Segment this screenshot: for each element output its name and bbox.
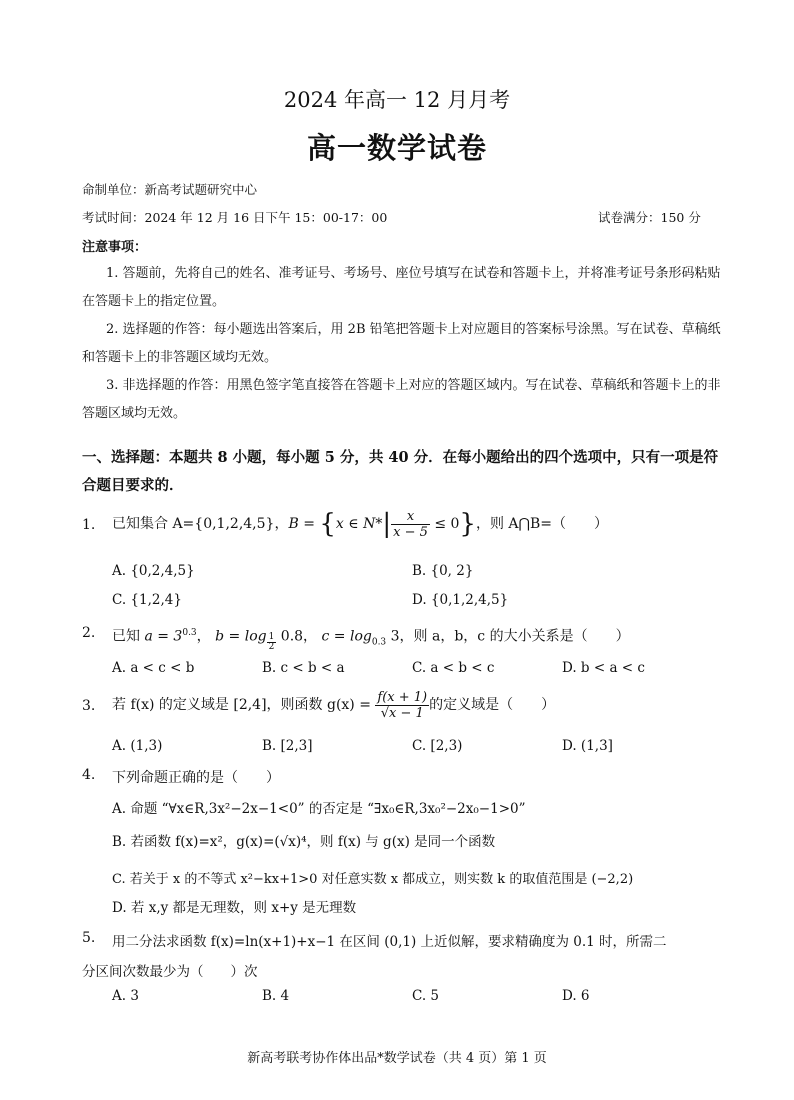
q4-option-a: A. 命题 “∀x∈R,3x²−2x−1<0” 的否定是 “∃x₀∈R,3x₀²−2x₀−1>0”: [112, 801, 526, 817]
q5-option-c: C. 5: [412, 988, 440, 1004]
q3-option-b: B. [2,3]: [262, 738, 313, 754]
q2-stem: 已知 $a = 3^{0.3}$， b = log $\frac{1}{2}$ 0.8， $c = \log_{0.3} 3$，则 a，b，c 的大小关系是（ ）: [112, 628, 630, 652]
q1-option-a: A. {0,2,4,5}: [112, 563, 195, 579]
q3-tail: 的定义域是（ ）: [429, 697, 556, 713]
q2-option-b: B. c < b < a: [262, 660, 345, 676]
q2-c-arg: 3: [390, 628, 400, 645]
q1-set-lhs: B =: [288, 516, 315, 532]
q2-c-expr: c = log: [321, 628, 372, 645]
q1-brace-open: {: [319, 509, 336, 539]
q3-option-d: D. (1,3]: [562, 738, 613, 754]
q2-option-d: D. b < a < c: [562, 660, 645, 676]
q5-option-b: B. 4: [262, 988, 290, 1004]
q3-fraction: [375, 690, 429, 721]
notice-heading: 注意事项：: [82, 240, 148, 255]
q1-stem-a: 已知集合 A={0,1,2,4,5}，: [112, 516, 289, 532]
q5-stem-line2: 分区间次数最少为（ ）次: [82, 964, 258, 980]
q1-fraction: [391, 509, 430, 540]
q1-brace-close: }: [459, 509, 476, 539]
q3-lead: 若 f(x) 的定义域是 [2,4]，则函数 g(x) =: [112, 697, 371, 713]
q4-stem: 下列命题正确的是（ ）: [112, 770, 280, 786]
q2-b-base-num: 1: [268, 631, 275, 642]
q4-option-b: B. 若函数 f(x)=x²，g(x)=(√x)⁴，则 f(x) 与 g(x) 是同一个函数: [112, 834, 496, 850]
page-footer: 新高考联考协作体出品*数学试卷（共 4 页）第 1 页: [247, 1051, 547, 1066]
q1-option-c: C. {1,2,4}: [112, 592, 182, 608]
issuer: 命制单位：新高考试题研究中心: [82, 182, 258, 197]
q4-option-d: D. 若 x,y 都是无理数，则 x+y 是无理数: [112, 900, 357, 916]
q1-ineq: ≤ 0: [434, 516, 460, 532]
q3-option-a: A. (1,3): [112, 738, 163, 754]
q5-option-a: A. 3: [112, 988, 139, 1004]
q1-bar: |: [382, 509, 392, 539]
notice-item-1: 1. 答题前，先将自己的姓名、准考证号、考场号、座位号填写在试卷和答题卡上，并将准考证号条形码粘贴在答题卡上的指定位置。: [82, 266, 721, 309]
q3-frac-num: f(x + 1): [377, 689, 428, 705]
q1-stem-b: ，则 A⋂B=（ ）: [475, 516, 609, 532]
q2-b-expr: b = log: [215, 628, 267, 645]
full-score: 试卷满分：150 分: [598, 210, 701, 225]
q1-frac-den: x − 5: [393, 524, 428, 540]
q5-stem-line1: 用二分法求函数 f(x)=ln(x+1)+x−1 在区间 (0,1) 上近似解，要求精确度为 0.1 时，所需二: [112, 934, 667, 950]
q2-lead: 已知: [112, 628, 140, 645]
q3-option-c: C. [2,3): [412, 738, 463, 754]
q3-number: 3.: [82, 698, 96, 714]
exam-title: 2024 年高一 12 月月考: [283, 88, 511, 112]
q5-option-d: D. 6: [562, 988, 590, 1004]
q4-option-c: C. 若关于 x 的不等式 x²−kx+1>0 对任意实数 x 都成立，则实数 k 的取值范围是 (−2,2): [112, 872, 634, 887]
paper-title: 高一数学试卷: [306, 131, 487, 165]
q2-number: 2.: [82, 625, 96, 641]
q3-frac-den: √x − 1: [375, 705, 429, 721]
q2-a-exp: 0.3: [182, 628, 197, 638]
q2-b-base-den: 2: [268, 641, 275, 652]
q4-number: 4.: [82, 767, 96, 783]
q2-b-base: [267, 633, 277, 652]
notice-item-2: 2. 选择题的作答：每小题选出答案后，用 2B 铅笔把答题卡上对应题目的答案标号涂黑。写在试卷、草稿纸和答题卡上的非答题区域均无效。: [82, 322, 721, 365]
q1-frac-num: x: [406, 508, 415, 524]
q5-number: 5.: [82, 930, 96, 946]
notice-item-3: 3. 非选择题的作答：用黑色签字笔直接答在答题卡上对应的答题区域内。写在试卷、草稿纸和答题卡上的非答题区域均无效。: [82, 378, 721, 421]
q1-option-d: D. {0,1,2,4,5}: [412, 592, 509, 608]
q1-stem: [112, 504, 608, 544]
q2-b-arg: 0.8: [280, 628, 304, 645]
section-heading: 一、选择题：本题共 8 小题，每小题 5 分，共 40 分．在每小题给出的四个选项中，只有一项是符合题目要求的．: [82, 449, 719, 494]
exam-time: 考试时间：2024 年 12 月 16 日下午 15：00-17：00: [82, 210, 388, 225]
q1-number: 1.: [82, 517, 96, 533]
q2-option-a: A. a < c < b: [112, 660, 195, 676]
q1-option-b: B. {0, 2}: [412, 563, 474, 579]
q2-tail: ，则 a，b，c 的大小关系是（ ）: [399, 628, 630, 645]
q2-a-expr: a = 3: [144, 628, 183, 645]
q3-stem: [112, 685, 555, 725]
q2-option-c: C. a < b < c: [412, 660, 495, 676]
q2-c-base: 0.3: [371, 637, 387, 648]
q1-set-elem: x ∈ N*: [335, 516, 383, 532]
